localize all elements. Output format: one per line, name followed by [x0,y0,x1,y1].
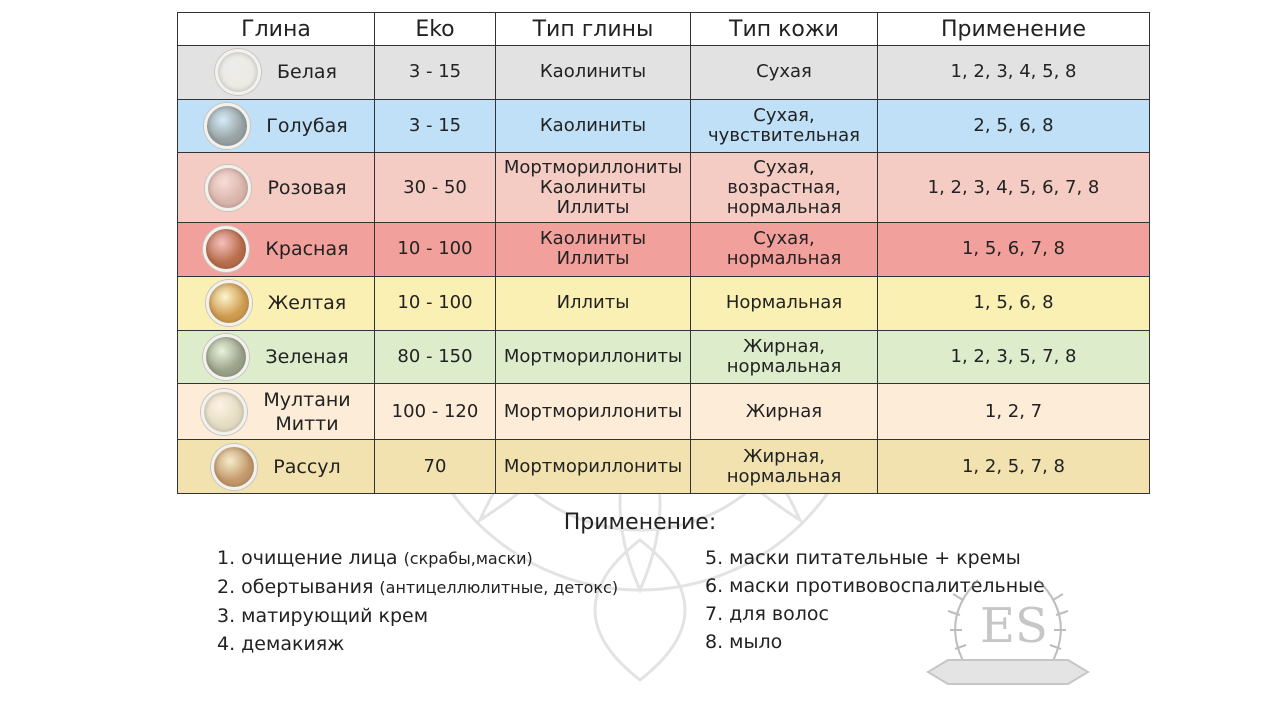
eko-cell: 80 - 150 [375,330,496,384]
clay-name-line: Голубая [266,115,348,138]
use-cell: 1, 5, 6, 8 [878,276,1150,330]
table-row [178,223,1150,277]
clay-name-line: Митти [275,412,339,435]
skin-type-line: Жирная, [743,335,825,357]
clay-name [277,60,337,84]
use-cell: 1, 2, 5, 7, 8 [878,440,1150,494]
clay-type-cell [496,330,691,384]
eko-cell: 10 - 100 [375,223,496,277]
eko-cell: 3 - 15 [375,99,496,153]
use-cell: 1, 2, 3, 5, 7, 8 [878,330,1150,384]
eko-cell: 100 - 120 [375,384,496,440]
skin-type-cell [691,223,878,277]
clay-name-cell [178,440,375,494]
skin-type-cell [691,330,878,384]
legend-item-text: 2. обертывания [217,576,380,598]
clay-name [265,237,348,261]
skin-type-line: Сухая, [753,105,815,127]
clay-name-cell [178,99,375,153]
clay-type-line: Мортмориллониты [503,455,683,477]
clay-swatch-icon [204,103,250,149]
header-clay: Глина [178,13,375,46]
clay-type-line: Мортмориллониты [503,156,683,178]
header-use: Применение [878,13,1150,46]
legend-item-note: (скрабы,маски) [403,549,533,568]
clay-swatch-icon [205,165,251,211]
table-row [178,153,1150,223]
clay-name-line: Мултани [263,388,351,411]
clay-swatch-icon [201,389,247,435]
clay-swatch-icon [203,226,249,272]
legend-item-text: 3. матирующий крем [217,605,429,627]
legend-item-text: 6. маски противовоспалительные [705,575,1045,597]
clay-type-cell [496,153,691,223]
table-row [178,384,1150,440]
clay-name-line: Желтая [267,292,347,315]
legend-title: Применение: [563,510,717,535]
use-cell: 1, 5, 6, 7, 8 [878,223,1150,277]
skin-type-line: Сухая [756,61,812,83]
legend-item-text: 1. очищение лица [217,547,404,569]
legend-item-note: (антицеллюлитные, детокс) [379,578,619,597]
clay-name [268,291,346,315]
skin-type-cell [691,153,878,223]
skin-type-cell [691,276,878,330]
eko-cell: 3 - 15 [375,46,496,100]
clay-swatch-icon [211,444,257,490]
clay-type-cell [496,99,691,153]
legend-item [217,544,618,573]
clay-type-line: Иллиты [556,292,630,314]
header-eko: Eko [375,13,496,46]
skin-type-line: чувствительная [708,125,860,147]
clay-type-line: Мортмориллониты [503,345,683,367]
clay-name-cell [178,46,375,100]
clay-name-cell [178,153,375,223]
clay-type-cell [496,440,691,494]
legend-item-text: 8. мыло [705,631,783,653]
header-skin-type: Тип кожи [691,13,878,46]
table-row [178,330,1150,384]
legend-item-text: 7. для волос [705,603,829,625]
use-cell: 2, 5, 6, 8 [878,99,1150,153]
legend-item [217,573,618,602]
table-row [178,46,1150,100]
legend-item-text: 5. маски питательные + кремы [705,547,1021,569]
clay-table [177,12,1150,494]
clay-name-cell [178,223,375,277]
skin-type-line: нормальная [726,196,842,218]
header-clay-type: Тип глины [496,13,691,46]
clay-type-line: Мортмориллониты [503,400,683,422]
clay-swatch-icon [203,334,249,380]
skin-type-cell [691,384,878,440]
clay-swatch-icon [206,280,252,326]
clay-name-line: Розовая [267,176,347,199]
table-header-row [178,13,1150,46]
skin-type-line: нормальная [726,355,842,377]
table-row [178,99,1150,153]
use-cell: 1, 2, 3, 4, 5, 8 [878,46,1150,100]
table-row [178,276,1150,330]
clay-type-line: Каолиниты [539,115,647,137]
easy-soap-logo-icon [918,560,1098,710]
clay-name-line: Белая [277,61,337,84]
skin-type-cell [691,99,878,153]
clay-type-line: Иллиты [556,248,630,270]
eko-cell: 30 - 50 [375,153,496,223]
clay-name-cell [178,276,375,330]
clay-type-cell [496,276,691,330]
skin-type-line: Жирная, [743,445,825,467]
table-row [178,440,1150,494]
clay-type-cell [496,223,691,277]
skin-type-line: нормальная [726,465,842,487]
skin-type-line: Сухая, возрастная, [727,156,841,198]
skin-type-line: Жирная [745,400,823,422]
clay-type-line: Каолиниты [539,176,647,198]
clay-name-line: Рассул [273,455,341,478]
clay-type-cell [496,46,691,100]
clay-name-cell [178,330,375,384]
clay-name [265,345,348,369]
clay-type-line: Иллиты [556,196,630,218]
eko-cell: 70 [375,440,496,494]
clay-type-line: Каолиниты [539,228,647,250]
clay-type-cell [496,384,691,440]
clay-name-line: Зеленая [265,345,349,368]
clay-name [273,455,340,479]
clay-name [266,114,347,138]
clay-name [267,176,346,200]
use-cell: 1, 2, 3, 4, 5, 6, 7, 8 [878,153,1150,223]
use-cell: 1, 2, 7 [878,384,1150,440]
clay-type-line: Каолиниты [539,61,647,83]
legend-item [217,630,618,658]
skin-type-cell [691,440,878,494]
svg-text:ES: ES [980,598,1048,654]
legend-item [217,602,618,630]
legend-item-text: 4. демакияж [217,633,345,655]
skin-type-line: Нормальная [725,292,843,314]
skin-type-line: Сухая, [753,228,815,250]
clay-name-line: Красная [265,238,349,261]
eko-cell: 10 - 100 [375,276,496,330]
skin-type-cell [691,46,878,100]
clay-name [263,388,350,436]
clay-swatch-icon [215,49,261,95]
skin-type-line: нормальная [726,248,842,270]
legend-list-left [217,544,618,658]
clay-name-cell [178,384,375,440]
